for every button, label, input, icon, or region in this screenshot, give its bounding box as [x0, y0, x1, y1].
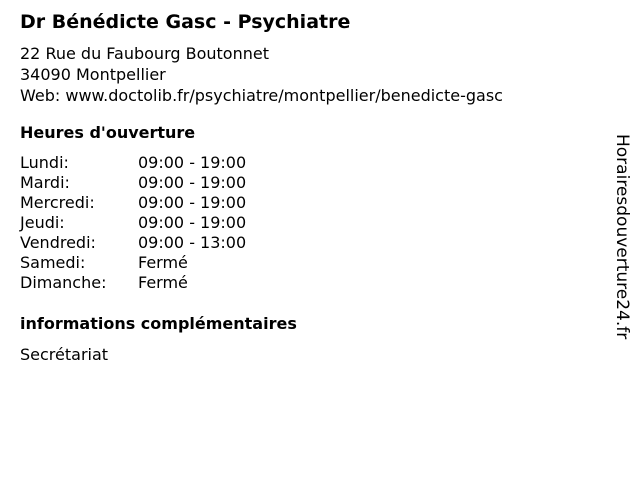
address-city: 34090 Montpellier — [20, 65, 166, 84]
hours-time: 09:00 - 19:00 — [138, 173, 247, 192]
business-title: Dr Bénédicte Gasc - Psychiatre — [20, 11, 351, 33]
additional-info-heading: informations complémentaires — [20, 314, 297, 333]
hours-day: Mardi: — [20, 173, 70, 192]
hours-day: Mercredi: — [20, 193, 95, 212]
hours-day: Samedi: — [20, 253, 86, 272]
hours-time: Fermé — [138, 273, 188, 292]
opening-hours-heading: Heures d'ouverture — [20, 123, 196, 142]
hours-day: Jeudi: — [20, 213, 65, 232]
hours-time: 09:00 - 19:00 — [138, 193, 247, 212]
hours-time: 09:00 - 19:00 — [138, 153, 247, 172]
hours-day: Dimanche: — [20, 273, 107, 292]
additional-info-text: Secrétariat — [20, 345, 109, 364]
website-line: Web: www.doctolib.fr/psychiatre/montpellier/benedicte-gasc — [20, 86, 503, 105]
hours-time: 09:00 - 13:00 — [138, 233, 247, 252]
hours-time: 09:00 - 19:00 — [138, 213, 247, 232]
hours-day: Vendredi: — [20, 233, 96, 252]
site-watermark: Horairesdouverture24.fr — [612, 134, 632, 340]
address-block — [20, 43, 503, 106]
hours-day: Lundi: — [20, 153, 69, 172]
address-street: 22 Rue du Faubourg Boutonnet — [20, 44, 269, 63]
hours-time: Fermé — [138, 253, 188, 272]
